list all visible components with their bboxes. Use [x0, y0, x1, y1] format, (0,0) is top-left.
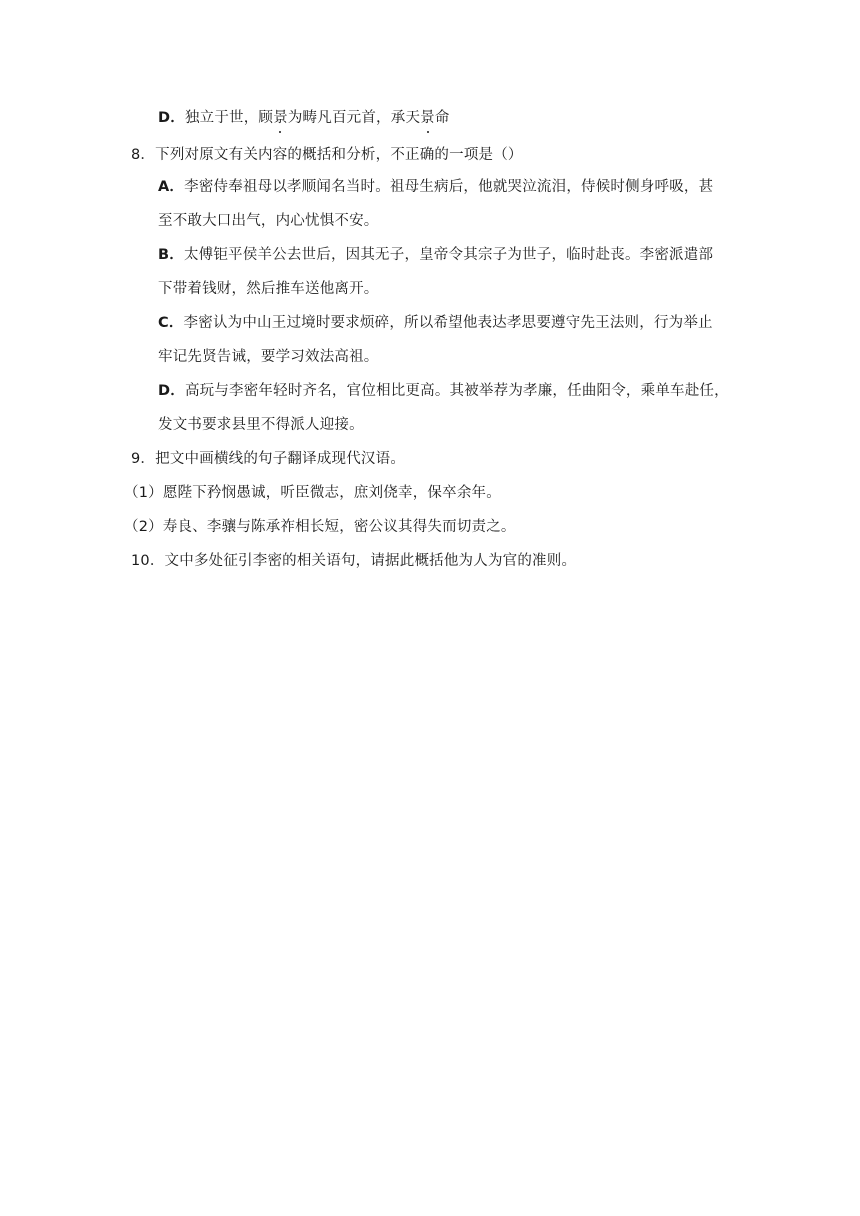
q8-option-c-line2: 牢记先贤告诫，要学习效法高祖。	[158, 349, 379, 365]
option-text: 高玩与李密年轻时齐名，官位相比更高。其被举荐为孝廉，任曲阳令，乘单车赴任，	[184, 383, 729, 399]
q8-option-d-line1	[158, 381, 729, 401]
option-label: A．	[158, 179, 185, 195]
q8-option-a-line2: 至不敢大口出气，内心忧惧不安。	[158, 213, 379, 229]
option-label: C．	[158, 315, 184, 331]
q10-stem: 10．文中多处征引李密的相关语句，请据此概括他为人为官的准则。	[131, 553, 577, 569]
emphasis-char: 景	[420, 110, 435, 126]
option-text: 李密侍奉祖母以孝顺闻名当时。祖母生病后，他就哭泣流泪，侍候时侧身呼吸，甚	[184, 179, 714, 195]
option-text: 李密认为中山王过境时要求烦碎，所以希望他表达孝思要遵守先王法则，行为举止	[183, 315, 713, 331]
q8-option-b-line2: 下带着钱财，然后推车送他离开。	[158, 281, 379, 297]
q8-option-c-line1	[158, 313, 713, 333]
option-label: B．	[158, 247, 184, 263]
emphasis-char: 景	[273, 110, 288, 126]
option-text-part: 命	[434, 110, 450, 126]
q9-sentence-1: （1）愿陛下矜悯愚诚，听臣微志，庶刘侥幸，保卒余年。	[124, 485, 501, 501]
q7-option-d	[158, 108, 450, 128]
q9-stem: 9．把文中画横线的句子翻译成现代汉语。	[131, 451, 406, 467]
option-text: 太傅钜平侯羊公去世后，因其无子，皇帝令其宗子为世子，临时赴丧。李密派遣部	[183, 247, 714, 263]
option-label: D．	[158, 383, 185, 399]
q8-option-b-line1	[158, 245, 713, 265]
option-label: D．	[158, 110, 185, 126]
q9-sentence-2: （2）寿良、李骧与陈承祚相长短，密公议其得失而切责之。	[124, 519, 516, 535]
q8-stem: 8．下列对原文有关内容的概括和分析，不正确的一项是（）	[131, 147, 523, 163]
option-text-part: 独立于世，顾	[184, 110, 274, 126]
option-text-part: 为畴凡百元首，承天	[287, 110, 421, 126]
q8-option-d-line2: 发文书要求县里不得派人迎接。	[158, 417, 364, 433]
q8-option-a-line1	[158, 177, 713, 197]
